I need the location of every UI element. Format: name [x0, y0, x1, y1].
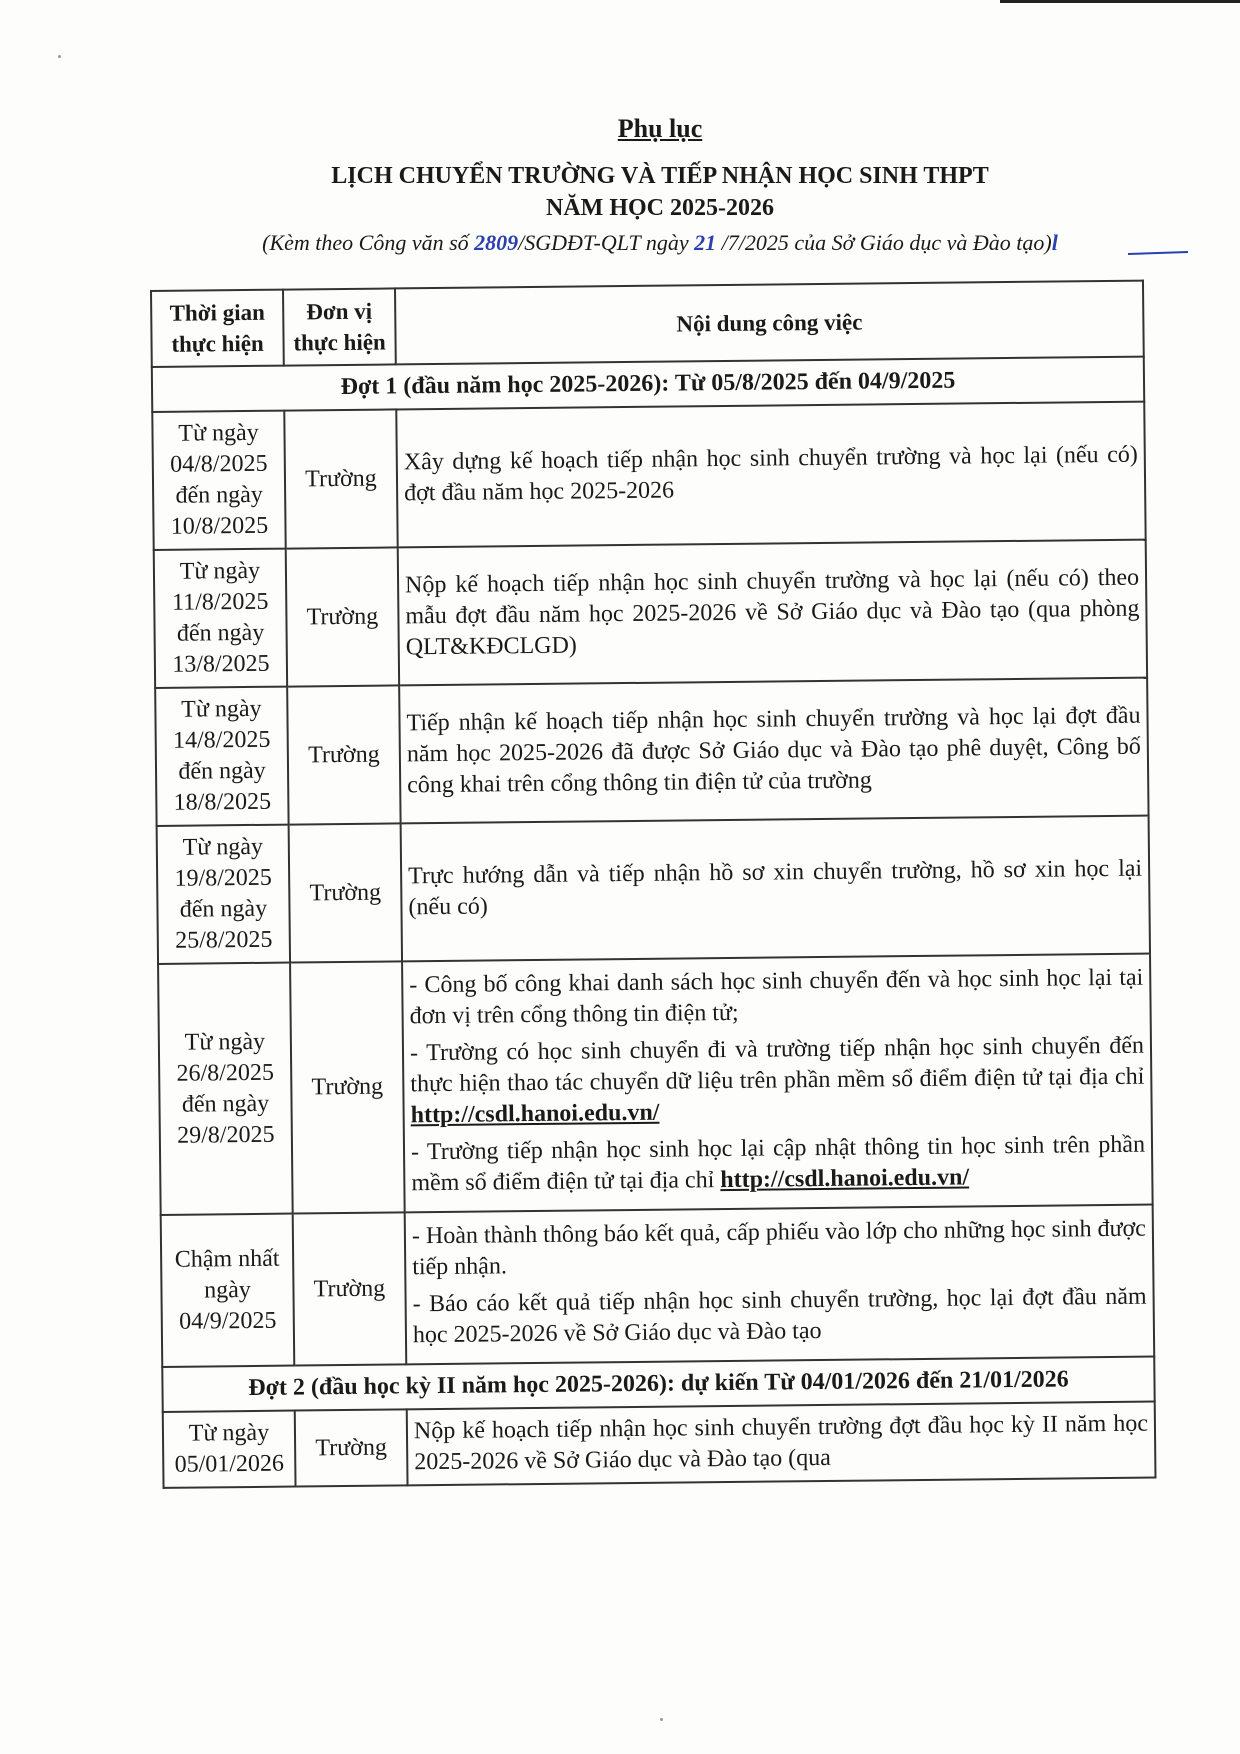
row-content: Tiếp nhận kế hoạch tiếp nhận học sinh chuyển trường và học lại đợt đầu năm học 2025-2026 đã được Sở Giáo dục và Đào tạo phê duyệt, Công bố công khai trên cổng thông tin điện tử của trường — [399, 678, 1148, 824]
table-row — [161, 1205, 1155, 1367]
subtitle-part-a: (Kèm theo Công văn số — [262, 230, 475, 255]
csdl-link[interactable]: http://csdl.hanoi.edu.vn/ — [720, 1164, 970, 1194]
row-time: Từ ngày 11/8/2025 đến ngày 13/8/2025 — [154, 549, 287, 688]
table-row — [155, 678, 1148, 826]
handwritten-day: 21 — [694, 230, 717, 255]
content-item — [410, 1031, 1145, 1132]
content-item: - Công bố công khai danh sách học sinh chuyển đến và học sinh học lại tại đơn vị trên cổng thông tin điện tử; — [409, 964, 1144, 1030]
content-item: - Báo cáo kết quả tiếp nhận học sinh chuyển trường, học lại đợt đầu năm học 2025-2026 về Sở Giáo dục và Đào tạo — [412, 1283, 1147, 1349]
table-row — [163, 1402, 1156, 1488]
row-unit: Trường — [289, 823, 402, 962]
row-content: Nộp kế hoạch tiếp nhận học sinh chuyển trường đợt đầu học kỳ II năm học 2025-2026 về Sở Giáo dục và Đào tạo (qua — [407, 1402, 1156, 1486]
title-line-1: LỊCH CHUYỂN TRƯỜNG VÀ TIẾP NHẬN HỌC SINH THPT — [331, 163, 989, 189]
row-time: Từ ngày 05/01/2026 — [163, 1411, 296, 1488]
header-content: Nội dung công việc — [395, 281, 1144, 365]
title-line-2: NĂM HỌC 2025-2026 — [546, 195, 774, 221]
row-unit: Trường — [293, 1212, 407, 1365]
row-content: Trực hướng dẫn và tiếp nhận hồ sơ xin chuyển trường, hồ sơ xin học lại (nếu có) — [401, 816, 1150, 962]
content-item: - Hoàn thành thông báo kết quả, cấp phiếu vào lớp cho những học sinh được tiếp nhận. — [411, 1215, 1147, 1281]
header-time: Thời gian thực hiện — [151, 290, 284, 367]
scan-speck — [660, 1718, 663, 1721]
table-row — [158, 954, 1153, 1215]
scan-speck — [58, 55, 61, 58]
subtitle-part-b: /SGDĐT-QLT ngày — [518, 230, 695, 255]
document-title — [0, 160, 1240, 224]
document-subtitle — [0, 230, 1240, 256]
table-row — [152, 402, 1145, 550]
phase-2-label: Đợt 2 (đầu học kỳ II năm học 2025-2026): dự kiến Từ 04/01/2026 đến 21/01/2026 — [162, 1357, 1154, 1412]
row-content — [405, 1205, 1155, 1365]
subtitle-part-c: /7/2025 của Sở Giáo dục và Đào tạo) — [716, 230, 1052, 255]
row-content — [402, 954, 1153, 1213]
table-header-row — [151, 281, 1144, 367]
content-item-text: - Trường tiếp nhận học sinh học lại cập nhật thông tin học sinh trên phần mềm sổ điểm điện tử tại địa chỉ — [410, 1131, 1146, 1197]
row-time: Từ ngày 14/8/2025 đến ngày 18/8/2025 — [155, 687, 288, 826]
content-item — [411, 1130, 1146, 1200]
phase-1-label: Đợt 1 (đầu năm học 2025-2026): Từ 05/8/2025 đến 04/9/2025 — [152, 357, 1144, 412]
row-unit: Trường — [295, 1409, 408, 1486]
row-content: Xây dựng kế hoạch tiếp nhận học sinh chuyển trường và học lại (nếu có) đợt đầu năm học 2025-2026 — [396, 402, 1145, 548]
row-time: Từ ngày 04/8/2025 đến ngày 10/8/2025 — [152, 411, 285, 550]
handwritten-document-number: 2809 — [474, 230, 519, 255]
row-unit: Trường — [286, 547, 399, 686]
appendix-heading: Phụ lục — [617, 114, 703, 143]
handwritten-signature-mark: l — [1051, 230, 1058, 255]
csdl-link[interactable]: http://csdl.hanoi.edu.vn/ — [410, 1099, 660, 1129]
table-row — [154, 540, 1147, 688]
row-unit: Trường — [290, 961, 405, 1213]
row-unit: Trường — [287, 685, 400, 824]
schedule-table — [150, 280, 1157, 1489]
header-unit: Đơn vị thực hiện — [283, 288, 396, 365]
content-item-text: - Trường có học sinh chuyển đi và trường tiếp nhận học sinh chuyển đến thực hiện thao tác chuyển dữ liệu trên phần mềm sổ điểm điện tử tại địa chỉ — [409, 1032, 1145, 1098]
top-edge-rule — [1000, 0, 1240, 3]
row-content: Nộp kế hoạch tiếp nhận học sinh chuyển trường và học lại (nếu có) theo mẫu đợt đầu năm học 2025-2026 về Sở Giáo dục và Đào tạo (qua phòng QLT&KĐCLGD) — [398, 540, 1147, 686]
row-time: Chậm nhất ngày 04/9/2025 — [161, 1214, 295, 1367]
row-unit: Trường — [284, 409, 397, 548]
table-row — [157, 816, 1150, 964]
row-time: Từ ngày 26/8/2025 đến ngày 29/8/2025 — [158, 963, 293, 1215]
row-time: Từ ngày 19/8/2025 đến ngày 25/8/2025 — [157, 825, 290, 964]
